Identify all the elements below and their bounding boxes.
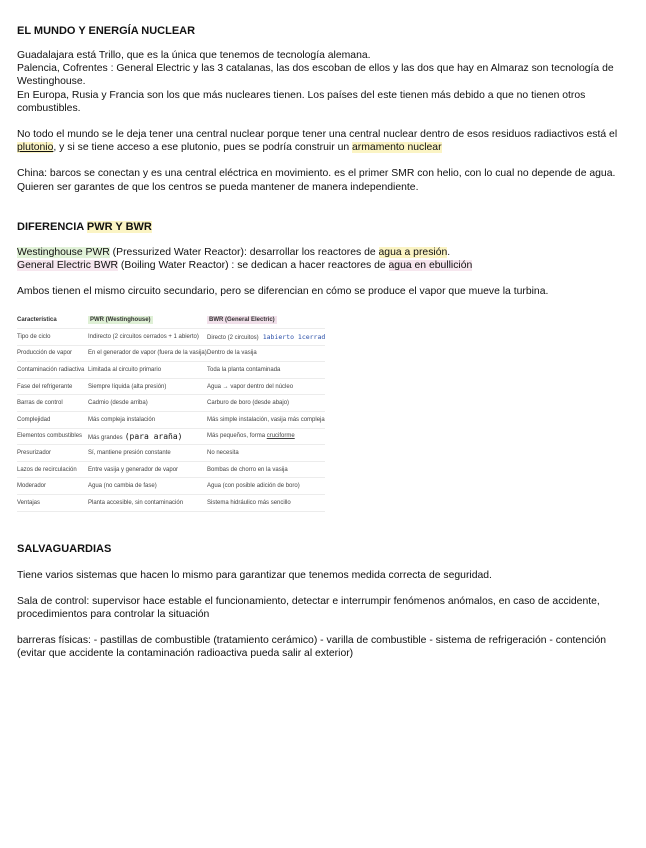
document-page: [17, 24, 627, 661]
table-row: [17, 395, 325, 412]
highlight-plutonio: plutonio: [17, 142, 54, 154]
paragraph-palencia: Palencia, Cofrentes : General Electric y las 3 catalanas, las dos escoban de ellos y las dos que hay en Almaraz son tecnología de Westinghouse.: [17, 63, 614, 88]
table-cell: Cadmio (desde arriba): [88, 395, 207, 412]
table-cell: Más compleja instalación: [88, 412, 207, 429]
table-cell: No necesita: [207, 445, 325, 462]
handwritten-note: (para araña): [124, 431, 183, 441]
table-cell: Más simple instalación, vasija más compleja: [207, 412, 325, 429]
table-row: [17, 329, 325, 346]
table-cell: Complejidad: [17, 412, 88, 429]
table-cell: Tipo de ciclo: [17, 329, 88, 346]
paragraph-china: China: barcos se conectan y es una central eléctrica en movimiento. es el primer SMR con helio, con lo cual no depende de agua. Quieren ser garantes de que los centros se pueda mantener de manera independiente.: [17, 168, 616, 193]
table-row: [17, 345, 325, 362]
table-header: [207, 312, 325, 328]
highlight-westinghouse: Westinghouse PWR: [17, 246, 110, 258]
table-cell: Fase del refrigerante: [17, 378, 88, 395]
text: No todo el mundo se le deja tener una central nuclear porque tener una central nuclear dentro de esos residuos radiactivos está el: [17, 129, 618, 141]
table-cell: Agua (con posible adición de boro): [207, 478, 325, 495]
text: (Pressurized Water Reactor): desarrollar los reactores de: [109, 246, 379, 258]
table-cell: Dentro de la vasija: [207, 345, 325, 362]
table-cell: Carburo de boro (desde abajo): [207, 395, 325, 412]
paragraph-trillo: Guadalajara está Trillo, que es la única que tenemos de tecnología alemana.: [17, 50, 371, 61]
text: , y si se tiene acceso a ese plutonio, pues se podría construir un: [53, 142, 353, 154]
table-cell: Contaminación radiactiva: [17, 362, 88, 379]
comparison-table: [17, 312, 325, 511]
table-cell: Producción de vapor: [17, 345, 88, 362]
table-cell: Barras de control: [17, 395, 88, 412]
table-row: [17, 362, 325, 379]
highlight-pwr-bwr: PWR Y BWR: [86, 220, 152, 233]
table-row: [17, 461, 325, 478]
table-cell: Indirecto (2 circuitos cerrados + 1 abierto): [88, 329, 207, 346]
handwritten-note: 1abierto 1cerrad: [262, 332, 326, 341]
table-header: Característica: [17, 312, 88, 328]
table-cell: Siempre líquida (alta presión): [88, 378, 207, 395]
highlight-general-electric: General Electric BWR: [17, 260, 119, 272]
paragraph-circuito: Ambos tienen el mismo circuito secundario, pero se diferencian en cómo se produce el vapor que mueve la turbina.: [17, 286, 549, 298]
text: Más grandes: [88, 434, 123, 441]
paragraph-sistemas: Tiene varios sistemas que hacen lo mismo para garantizar que tenemos medida correcta de seguridad.: [17, 569, 492, 581]
section-title-mundo: EL MUNDO Y ENERGÍA NUCLEAR: [17, 25, 196, 37]
tag-pwr: PWR (Westinghouse): [90, 317, 151, 324]
paragraph-plutonio: [17, 128, 627, 154]
table-cell: Limitada al circuito primario: [88, 362, 207, 379]
table-cell: Presurizador: [17, 445, 88, 462]
text: .: [447, 246, 451, 258]
table-cell: Sí, mantiene presión constante: [88, 445, 207, 462]
table-cell: Toda la planta contaminada: [207, 362, 325, 379]
section-title-salvaguardias: SALVAGUARDIAS: [17, 542, 112, 555]
table-cell: Ventajas: [17, 494, 88, 511]
table-header-row: [17, 312, 325, 328]
table-cell: [88, 428, 207, 445]
highlight-armamento: armamento nuclear: [352, 142, 442, 154]
table-cell: Agua (no cambia de fase): [88, 478, 207, 495]
table-row: [17, 494, 325, 511]
text: DIFERENCIA: [17, 220, 87, 233]
text: Directo (2 circuitos): [207, 334, 259, 341]
tag-bwr: BWR (General Electric): [209, 317, 275, 324]
table-cell: Agua → vapor dentro del núcleo: [207, 378, 325, 395]
table-cell: [207, 329, 325, 346]
text: (Boiling Water Reactor) : se dedican a hacer reactores de: [118, 260, 389, 272]
table-cell: [207, 428, 325, 445]
table-cell: Elementos combustibles: [17, 428, 88, 445]
paragraph-sala-control: Sala de control: supervisor hace estable el funcionamiento, detectar e interrumpir fenómenos anómalos, en caso de accidente, procedimientos para controlar la situación: [17, 595, 600, 620]
table-header: [88, 312, 207, 328]
table-cell: Planta accesible, sin contaminación: [88, 494, 207, 511]
text: Más pequeños, forma: [207, 433, 267, 440]
paragraph-bwr: [17, 259, 627, 272]
highlight-agua-ebullicion: agua en ebullición: [388, 260, 473, 272]
table-cell: Sistema hidráulico más sencillo: [207, 494, 325, 511]
table-cell: Bombas de chorro en la vasija: [207, 461, 325, 478]
paragraph-europa: En Europa, Rusia y Francia son los que más nucleares tienen. Los países del este tienen más debido a que no tienen otros combustibles.: [17, 89, 586, 114]
table-row: [17, 478, 325, 495]
table-row: [17, 412, 325, 429]
table-row: [17, 428, 325, 445]
paragraph-pwr: [17, 246, 627, 259]
table-row: [17, 445, 325, 462]
section-title-diferencia: [17, 220, 627, 234]
table-cell: En el generador de vapor (fuera de la vasija): [88, 345, 207, 362]
table-cell: Moderador: [17, 478, 88, 495]
table-cell: Entre vasija y generador de vapor: [88, 461, 207, 478]
underlined-term: cruciforme: [266, 433, 295, 440]
highlight-agua-presion: agua a presión: [378, 246, 448, 258]
table-row: [17, 378, 325, 395]
paragraph-barreras: barreras físicas: - pastillas de combustible (tratamiento cerámico) - varilla de combustible - sistema de refrigeración - contención (evitar que accidente la contaminación radioactiva pueda salir al exterior): [17, 635, 607, 660]
table-cell: Lazos de recirculación: [17, 461, 88, 478]
